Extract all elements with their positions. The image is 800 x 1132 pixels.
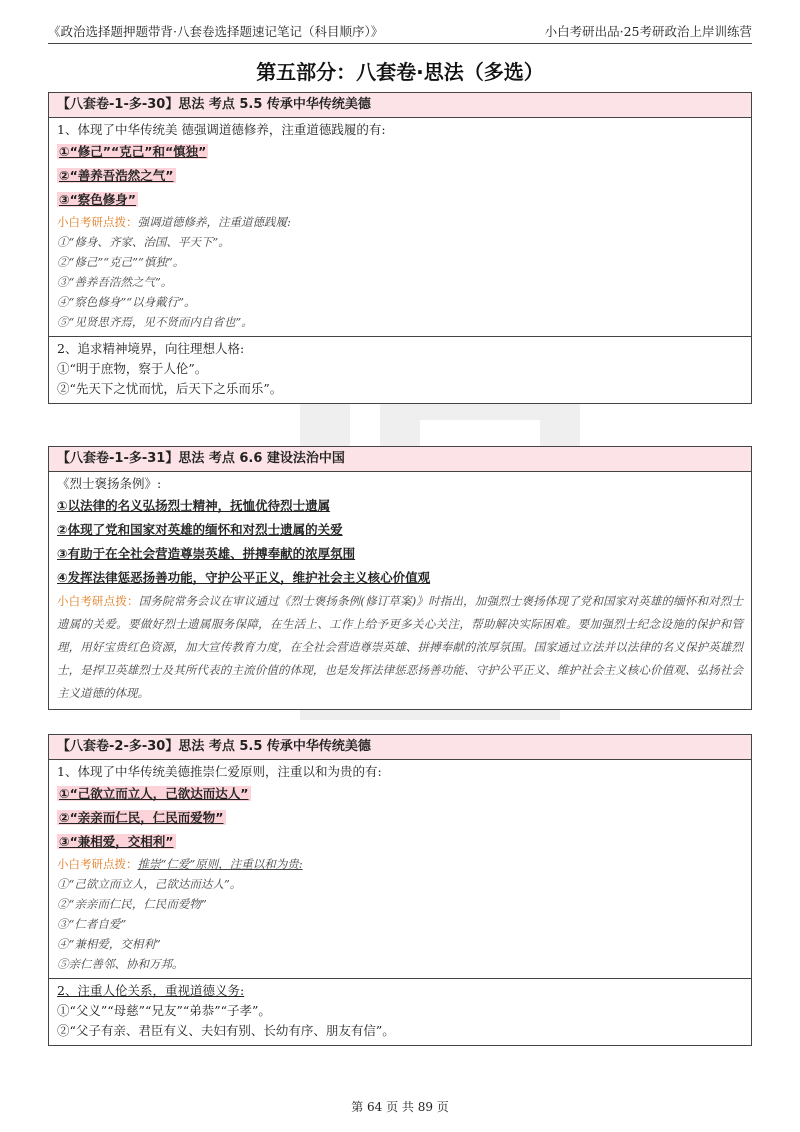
answer-item: ②“亲亲而仁民，仁民而爱物”: [59, 810, 224, 825]
list-item: ②“先天下之忧而忧，后天下之乐而乐”。: [57, 381, 283, 396]
answer-item: ①“己欲立而立人，己欲达而达人”: [59, 786, 249, 801]
card-2: [48, 446, 752, 710]
tip-line: 小白考研点拨：推崇“仁爱”原则，注重以和为贵:: [57, 857, 303, 871]
answer-item: ③有助于在全社会营造尊崇英雄、拼搏奉献的浓厚氛围: [57, 546, 356, 561]
card-3-section-1: [49, 760, 751, 978]
tip-item: ⑤亲仁善邻、协和万邦。: [57, 957, 184, 971]
answer-item: ③“兼相爱，交相利”: [59, 834, 174, 849]
tip-item: ③“仁者自爱”: [57, 917, 127, 931]
tip-label: 小白考研点拨：: [57, 857, 138, 871]
question: 1、体现了中华传统美 德强调道德修养，注重道德践履的有:: [57, 122, 386, 137]
tip-item: ⑤“见贤思齐焉，见不贤而内自省也”。: [57, 315, 253, 329]
question: 2、注重人伦关系，重视道德义务:: [57, 983, 245, 998]
card-3-section-2: [49, 978, 751, 1045]
card-1: [48, 92, 752, 404]
list-item: ①“父义”“母慈”“兄友”“弟恭”“子孝”。: [57, 1003, 271, 1018]
tip-label: 小白考研点拨：: [57, 215, 138, 229]
tip-item: ③“善养吾浩然之气”。: [57, 275, 173, 289]
page-title: 第五部分：八套卷·思法（多选）: [256, 60, 544, 84]
answer-item: ③“察色修身”: [59, 192, 137, 207]
intro: 《烈士褒扬条例》:: [57, 476, 162, 491]
card-3: [48, 734, 752, 1046]
tip-item: ①“修身、齐家、治国、平天下”。: [57, 235, 230, 249]
tip-paragraph: 小白考研点拨：国务院常务会议在审议通过《烈士褒扬条例(修订草案)》时指出，加强烈士褒扬体现了党和国家对英雄的缅怀和对烈士遗属的关爱。要做好烈士遗属服务保障，在生活上、工作上给予更多关心关注，帮助解决实际困难。要加强烈士纪念设施的保护和管理，用好宝贵红色资源，加大宣传教育力度，在全社会营造尊崇英雄、拼搏奉献的浓厚氛围。国家通过立法并以法律的名义保护英雄烈士，是捍卫英雄烈士及其所代表的主流价值的体现，也是发挥法律惩恶扬善功能、守护公平正义、维护社会主义核心价值观、弘扬社会主义道德的体现。: [57, 594, 744, 700]
answer-item: ①“修己”“克己”和“慎独”: [59, 144, 207, 159]
tip-line: 小白考研点拨：强调道德修养，注重道德践履:: [57, 215, 291, 229]
header-right: 小白考研出品·25考研政治上岸训练营: [544, 24, 752, 39]
card-1-section-2: [49, 336, 751, 403]
list-item: ①“明于庶物，察于人伦”。: [57, 361, 208, 376]
list-item: ②“父子有亲、君臣有义、夫妇有别、长幼有序、朋友有信”。: [57, 1023, 395, 1038]
card-3-heading: 【八套卷-2-多-30】思法 考点 5.5 传承中华传统美德: [49, 735, 751, 760]
answer-item: ②体现了党和国家对英雄的缅怀和对烈士遗属的关爱: [57, 522, 343, 537]
card-1-heading: 【八套卷-1-多-30】思法 考点 5.5 传承中华传统美德: [49, 93, 751, 118]
header-left: 《政治选择题押题带背·八套卷选择题速记笔记（科目顺序）》: [48, 24, 384, 39]
answer-item: ②“善养吾浩然之气”: [59, 168, 174, 183]
tip-item: ②“亲亲而仁民，仁民而爱物”: [57, 897, 207, 911]
card-2-section: [49, 472, 751, 709]
answer-item: ①以法律的名义弘扬烈士精神，抚恤优待烈士遗属: [57, 498, 331, 513]
tip-label: 小白考研点拨：: [57, 594, 139, 608]
tip-item: ④“兼相爱，交相利”: [57, 937, 161, 951]
card-2-heading: 【八套卷-1-多-31】思法 考点 6.6 建设法治中国: [49, 447, 751, 472]
question: 2、追求精神境界，向往理想人格:: [57, 341, 245, 356]
card-1-section-1: [49, 118, 751, 336]
page-footer: 第 64 页 共 89 页: [351, 1100, 449, 1114]
tip-item: ①“己欲立而立人，己欲达而达人”。: [57, 877, 242, 891]
answer-item: ④发挥法律惩恶扬善功能，守护公平正义，维护社会主义核心价值观: [57, 570, 431, 585]
page-header: [48, 14, 752, 44]
tip-item: ④“察色修身”“以身戴行”。: [57, 295, 196, 309]
tip-item: ②“修己”“克己”“慎独”。: [57, 255, 185, 269]
question: 1、体现了中华传统美德推崇仁爱原则，注重以和为贵的有:: [57, 764, 382, 779]
